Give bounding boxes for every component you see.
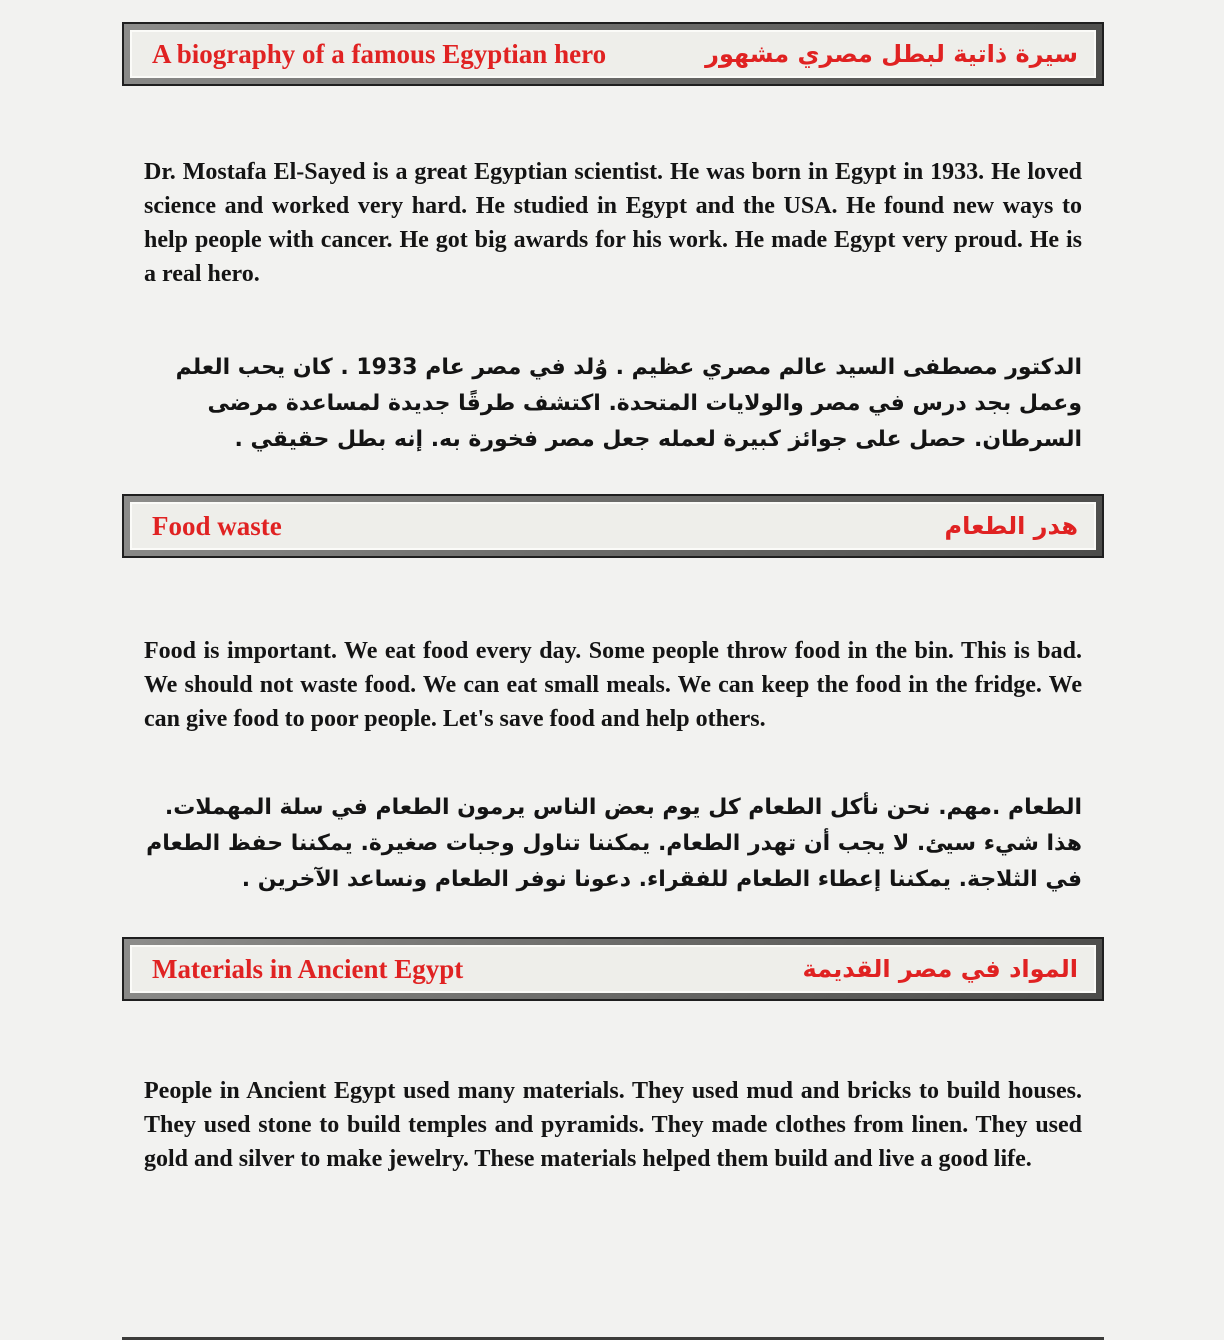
paragraph-english-materials: People in Ancient Egypt used many materials. They used mud and bricks to build houses. They used stone to build temples and pyramids. They made clothes from linen. They used gold and silver to make jewelry. These materials helped them build and live a good life. [144, 1078, 1082, 1172]
section-title-arabic: هدر الطعام [944, 512, 1078, 540]
section-title-arabic: سيرة ذاتية لبطل مصري مشهور [705, 40, 1078, 68]
paragraph-english-food-waste: Food is important. We eat food every day. Some people throw food in the bin. This is bad. We should not waste food. We can eat small meals. We can keep the food in the fridge. We can give food to poor people. Let's save food and help others. [144, 638, 1082, 732]
section-header-inner [130, 30, 1096, 78]
document-page [122, 0, 1104, 1176]
section-header-box-biography [122, 22, 1104, 86]
paragraph-arabic-food-waste: الطعام .مهم. نحن نأكل الطعام كل يوم بعض الناس يرمون الطعام في سلة المهملات. هذا شيء سيئ. لا يجب أن تهدر الطعام. يمكننا تناول وجبات صغيرة. يمكننا حفظ الطعام في الثلاجة. يمكننا إعطاء الطعام للفقراء. دعونا نوفر الطعام ونساعد الآخرين . [146, 795, 1082, 892]
section-title-english: Materials in Ancient Egypt [152, 953, 464, 984]
section-header-box-materials [122, 937, 1104, 1001]
section-title-english: Food waste [152, 510, 282, 541]
section-title-arabic: المواد في مصر القديمة [802, 955, 1078, 983]
paragraph-english-biography: Dr. Mostafa El-Sayed is a great Egyptian scientist. He was born in Egypt in 1933. He loved science and worked very hard. He studied in Egypt and the USA. He found new ways to help people with cancer. He got big awards for his work. He made Egypt very proud. He is a real hero. [144, 159, 1082, 287]
section-title-english: A biography of a famous Egyptian hero [152, 38, 607, 69]
section-header-inner [130, 945, 1096, 993]
section-header-box-food-waste [122, 494, 1104, 558]
section-header-inner [130, 502, 1096, 550]
paragraph-arabic-biography: الدكتور مصطفى السيد عالم مصري عظيم . وُلد في مصر عام 1933 . كان يحب العلم وعمل بجد درس في مصر والولايات المتحدة. اكتشف طرقًا جديدة لمساعدة مرضى السرطان. حصل على جوائز كبيرة لعمله جعل مصر فخورة به. إنه بطل حقيقي . [175, 355, 1082, 452]
